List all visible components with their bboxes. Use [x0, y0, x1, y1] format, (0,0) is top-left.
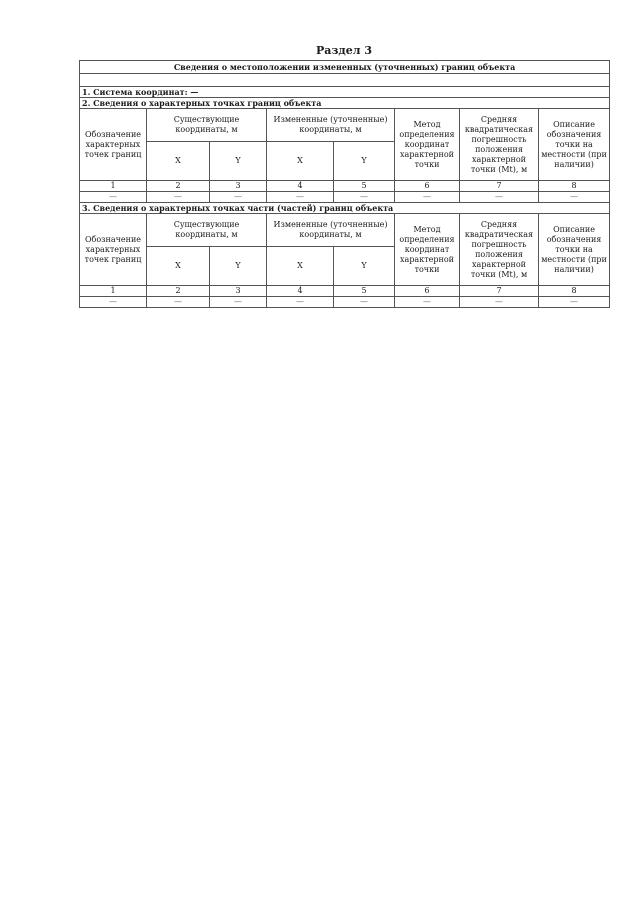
column-number: 5: [334, 181, 395, 192]
column-number: 6: [395, 181, 460, 192]
column-number: 3: [210, 181, 267, 192]
column-number: 7: [460, 181, 539, 192]
header-error: Средняя квадратическая погрешность положения характерной точки (Mt), м: [460, 109, 539, 181]
coord-system-row: 1. Система координат: —: [80, 87, 610, 98]
header-changed-x: X: [267, 247, 334, 286]
header-error: Средняя квадратическая погрешность положения характерной точки (Mt), м: [460, 214, 539, 286]
column-number: 4: [267, 181, 334, 192]
header-existing-x: X: [147, 142, 210, 181]
column-number-row: [80, 181, 610, 192]
column-number: 8: [539, 181, 610, 192]
empty-cell: —: [460, 297, 539, 308]
column-number-row: [80, 286, 610, 297]
empty-cell: —: [80, 297, 147, 308]
section-2-title: 2. Сведения о характерных точках границ объекта: [80, 98, 610, 109]
header-existing-y: Y: [210, 142, 267, 181]
column-number: 1: [80, 181, 147, 192]
column-number: 4: [267, 286, 334, 297]
header-description: Описание обозначения точки на местности (при наличии): [539, 109, 610, 181]
empty-cell: —: [147, 192, 210, 203]
section-3-title: 3. Сведения о характерных точках части (частей) границ объекта: [80, 203, 610, 214]
empty-cell: —: [539, 192, 610, 203]
blank-row: [80, 74, 610, 87]
empty-cell: —: [210, 297, 267, 308]
header-changed-y: Y: [334, 142, 395, 181]
header-designation: Обозначение характерных точек границ: [80, 109, 147, 181]
column-number: 2: [147, 181, 210, 192]
header-existing: Существующие координаты, м: [147, 214, 267, 247]
table-row: [80, 297, 610, 308]
column-number: 7: [460, 286, 539, 297]
empty-cell: —: [395, 297, 460, 308]
header-method: Метод определения координат характерной точки: [395, 214, 460, 286]
column-number: 5: [334, 286, 395, 297]
header-changed-y: Y: [334, 247, 395, 286]
header-changed-x: X: [267, 142, 334, 181]
boundary-table: [79, 60, 610, 308]
header-existing-x: X: [147, 247, 210, 286]
empty-cell: —: [147, 297, 210, 308]
empty-cell: —: [80, 192, 147, 203]
column-number: 2: [147, 286, 210, 297]
empty-cell: —: [539, 297, 610, 308]
header-changed: Измененные (уточненные) координаты, м: [267, 214, 395, 247]
empty-cell: —: [267, 297, 334, 308]
column-number: 3: [210, 286, 267, 297]
empty-cell: —: [460, 192, 539, 203]
empty-cell: —: [395, 192, 460, 203]
table-title: Сведения о местоположении измененных (уточненных) границ объекта: [80, 61, 610, 74]
empty-cell: —: [334, 297, 395, 308]
empty-cell: —: [210, 192, 267, 203]
header-existing-y: Y: [210, 247, 267, 286]
header-changed: Измененные (уточненные) координаты, м: [267, 109, 395, 142]
header-method: Метод определения координат характерной точки: [395, 109, 460, 181]
empty-cell: —: [267, 192, 334, 203]
table-row: [80, 192, 610, 203]
header-description: Описание обозначения точки на местности (при наличии): [539, 214, 610, 286]
column-number: 8: [539, 286, 610, 297]
empty-cell: —: [334, 192, 395, 203]
section-heading: Раздел 3: [316, 44, 372, 57]
header-existing: Существующие координаты, м: [147, 109, 267, 142]
column-number: 1: [80, 286, 147, 297]
header-designation: Обозначение характерных точек границ: [80, 214, 147, 286]
column-number: 6: [395, 286, 460, 297]
